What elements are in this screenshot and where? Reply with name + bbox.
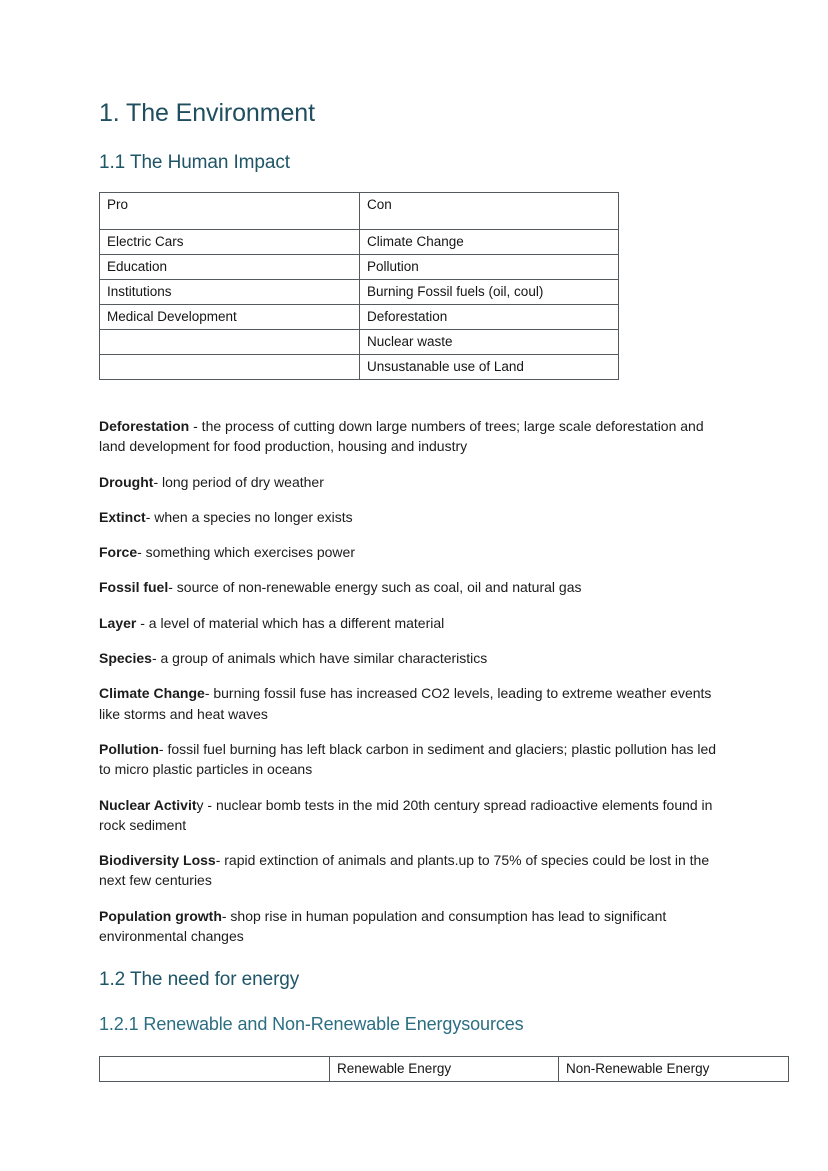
table-cell-con: Deforestation (360, 304, 619, 329)
glossary-entry (99, 795, 729, 836)
glossary-term: Biodiversity Loss (99, 852, 216, 869)
glossary-definition: - a group of animals which have similar characteristics (151, 650, 488, 667)
table-header-row (100, 1057, 789, 1082)
glossary-entry (99, 613, 729, 633)
glossary-entry (99, 472, 729, 492)
table-cell-con: Climate Change (360, 229, 619, 254)
glossary-list (99, 416, 729, 946)
glossary-term: Fossil fuel (99, 579, 169, 596)
table-cell-pro: Education (100, 254, 360, 279)
glossary-definition: - burning fossil fuse has increased CO2 levels, leading to extreme weather events like storms and heat waves (99, 685, 712, 722)
glossary-entry (99, 542, 729, 562)
glossary-term: Nuclear Activit (99, 796, 197, 813)
glossary-term: Population growth (99, 907, 222, 924)
glossary-term: Drought (99, 473, 154, 490)
table-cell-con: Nuclear waste (360, 329, 619, 354)
glossary-definition: - something which exercises power (137, 544, 355, 561)
section-heading-1-2: 1.2 The need for energy (99, 969, 300, 991)
table-row (100, 279, 619, 304)
glossary-definition: - long period of dry weather (153, 473, 324, 490)
glossary-definition: - shop rise in human population and consumption has lead to significant environmental changes (99, 907, 667, 944)
glossary-definition: - when a species no longer exists (145, 508, 353, 525)
table-cell-pro (100, 329, 360, 354)
glossary-entry (99, 683, 729, 724)
table-cell-con: Pollution (360, 254, 619, 279)
glossary-entry (99, 648, 729, 668)
glossary-entry (99, 507, 729, 527)
section-heading-1-2-1: 1.2.1 Renewable and Non-Renewable Energysources (99, 1013, 524, 1034)
table-cell-con: Unsustanable use of Land (360, 354, 619, 379)
glossary-term: Extinct (99, 508, 146, 525)
table-header-cell-pro: Pro (100, 192, 360, 229)
section-heading-1-1: 1.1 The Human Impact (99, 152, 290, 174)
table-header-cell-renewable: Renewable Energy (330, 1057, 559, 1082)
table-cell-pro: Electric Cars (100, 229, 360, 254)
glossary-term-suffix: y (196, 796, 204, 813)
glossary-term: Climate Change (99, 685, 205, 702)
glossary-definition: - a level of material which has a different material (136, 614, 445, 631)
table-cell-pro (100, 354, 360, 379)
glossary-entry (99, 739, 729, 780)
table-header-cell-con: Con (360, 192, 619, 229)
table-cell-pro: Medical Development (100, 304, 360, 329)
table-header-cell-non-renewable: Non-Renewable Energy (559, 1057, 789, 1082)
document-content (99, 98, 729, 1082)
table-cell-con: Burning Fossil fuels (oil, coul) (360, 279, 619, 304)
table-row (100, 229, 619, 254)
glossary-definition: - fossil fuel burning has left black carbon in sediment and glaciers; plastic pollution has led to micro plastic particles in oceans (99, 740, 717, 778)
table-row (100, 254, 619, 279)
glossary-term: Pollution (99, 740, 159, 757)
glossary-definition: - rapid extinction of animals and plants.up to 75% of species could be lost in the next few centuries (99, 852, 710, 889)
glossary-definition: - the process of cutting down large numbers of trees; large scale deforestation and land development for food production, housing and industry (99, 417, 704, 455)
pro-con-table-body (100, 192, 619, 379)
table-row (100, 329, 619, 354)
glossary-term: Species (99, 650, 152, 667)
glossary-definition: - source of non-renewable energy such as coal, oil and natural gas (168, 579, 582, 596)
glossary-entry (99, 906, 729, 947)
glossary-entry (99, 416, 729, 457)
energy-sources-table-body (100, 1057, 789, 1082)
pro-con-table (99, 192, 619, 380)
page-title: 1. The Environment (99, 99, 315, 127)
table-header-row (100, 192, 619, 229)
glossary-term: Deforestation (99, 417, 190, 434)
glossary-term: Force (99, 544, 138, 561)
glossary-definition: - nuclear bomb tests in the mid 20th century spread radioactive elements found in rock sediment (99, 796, 713, 833)
table-cell-pro: Institutions (100, 279, 360, 304)
energy-sources-table (99, 1056, 789, 1082)
table-row (100, 304, 619, 329)
glossary-entry (99, 577, 729, 597)
table-row (100, 354, 619, 379)
glossary-term: Layer (99, 614, 137, 631)
table-header-cell-blank (100, 1057, 330, 1082)
glossary-entry (99, 850, 729, 891)
